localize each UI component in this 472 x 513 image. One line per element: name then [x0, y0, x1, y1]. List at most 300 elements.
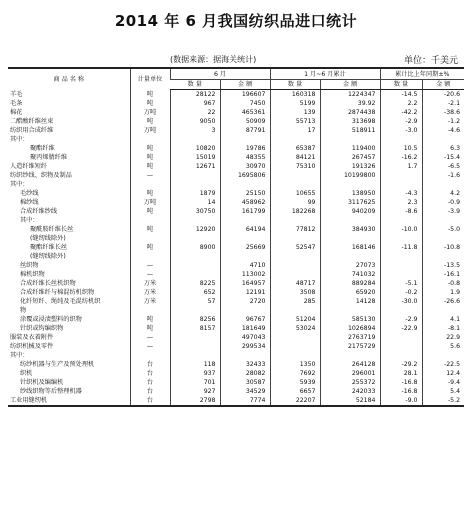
row-yoy-amt: -20.6	[422, 90, 464, 100]
row-name-text: 化纤短纤、绳纯及毛混纺机织	[20, 298, 101, 305]
row-month-amt: 48355	[220, 153, 270, 162]
row-unit: 吨	[130, 207, 170, 216]
row-name	[8, 324, 130, 333]
row-ytd-amt: 2763719	[320, 333, 380, 342]
row-unit: —	[130, 333, 170, 342]
row-month-qty: 57	[170, 297, 220, 315]
row-unit: —	[130, 261, 170, 270]
row-name	[8, 378, 130, 387]
row-ytd-amt: 518911	[320, 126, 380, 135]
row-yoy-qty: 10.5	[380, 144, 422, 153]
table-row	[8, 351, 464, 360]
table-row	[8, 360, 464, 369]
row-yoy-amt	[422, 351, 464, 360]
row-ytd-amt: 138950	[320, 189, 380, 198]
row-name-text: 聚酰胺纤维长丝	[30, 226, 74, 233]
row-month-qty	[170, 135, 220, 144]
row-name-text: 合成纤维长丝机织物	[20, 280, 76, 287]
row-yoy-amt: -22.5	[422, 360, 464, 369]
row-ytd-qty: 48717	[270, 279, 320, 288]
row-unit: 万米	[130, 288, 170, 297]
row-yoy-qty: -4.3	[380, 189, 422, 198]
row-name	[8, 351, 130, 360]
row-unit: 吨	[130, 117, 170, 126]
row-unit: 万吨	[130, 198, 170, 207]
row-month-qty: 22	[170, 108, 220, 117]
table-row	[8, 261, 464, 270]
row-name-text: 人造纤维短纤	[10, 163, 48, 170]
row-unit: 吨	[130, 162, 170, 171]
row-yoy-qty: -16.2	[380, 153, 422, 162]
row-unit: 吨	[130, 243, 170, 261]
row-month-qty: 2798	[170, 396, 220, 406]
row-month-qty: 9050	[170, 117, 220, 126]
row-yoy-amt: -0.9	[422, 198, 464, 207]
row-month-amt: 7450	[220, 99, 270, 108]
row-yoy-qty: -5.1	[380, 279, 422, 288]
import-stats-table	[8, 67, 464, 407]
row-yoy-amt	[422, 180, 464, 189]
row-ytd-amt: 27073	[320, 261, 380, 270]
row-name-text: 其中：	[10, 136, 29, 143]
row-unit	[130, 180, 170, 189]
row-name	[8, 135, 130, 144]
row-month-amt: 34529	[220, 387, 270, 396]
row-month-qty: 118	[170, 360, 220, 369]
row-unit: 台	[130, 378, 170, 387]
col-header-ytd-qty: 数 量	[270, 80, 320, 90]
row-ytd-amt: 940209	[320, 207, 380, 216]
row-name-continuation: 物	[20, 307, 27, 314]
row-month-qty: 927	[170, 387, 220, 396]
row-yoy-qty: -29.2	[380, 360, 422, 369]
row-month-qty: 15019	[170, 153, 220, 162]
row-yoy-qty: 1.7	[380, 162, 422, 171]
row-unit	[130, 135, 170, 144]
row-name	[8, 396, 130, 406]
row-ytd-qty: 65387	[270, 144, 320, 153]
row-yoy-amt: 5.4	[422, 387, 464, 396]
row-month-amt: 12191	[220, 288, 270, 297]
row-name-text: 其中：	[10, 181, 29, 188]
row-month-amt: 196607	[220, 90, 270, 100]
row-ytd-qty	[270, 135, 320, 144]
table-row	[8, 207, 464, 216]
row-unit: 万吨	[130, 126, 170, 135]
row-unit: 吨	[130, 315, 170, 324]
row-name-text: 棉花	[10, 109, 23, 116]
row-unit: 万吨	[130, 108, 170, 117]
row-ytd-amt: 242033	[320, 387, 380, 396]
row-month-amt: 2720	[220, 297, 270, 315]
row-ytd-amt	[320, 216, 380, 225]
row-yoy-qty: -9.0	[380, 396, 422, 406]
col-header-month: 6 月	[170, 68, 270, 80]
table-row	[8, 324, 464, 333]
row-month-qty	[170, 270, 220, 279]
row-yoy-qty: -11.8	[380, 243, 422, 261]
row-month-qty	[170, 261, 220, 270]
table-row	[8, 297, 464, 315]
row-yoy-amt	[422, 216, 464, 225]
page-title: 2014 年 6 月我国纺织品进口统计	[114, 12, 358, 30]
row-name	[8, 180, 130, 189]
table-row	[8, 387, 464, 396]
row-unit: 吨	[130, 90, 170, 100]
row-ytd-qty	[270, 351, 320, 360]
row-yoy-qty	[380, 135, 422, 144]
row-month-amt: 4710	[220, 261, 270, 270]
row-yoy-amt: 22.9	[422, 333, 464, 342]
row-ytd-amt: 65920	[320, 288, 380, 297]
row-month-amt: 299534	[220, 342, 270, 351]
row-month-amt	[220, 180, 270, 189]
row-ytd-qty: 7692	[270, 369, 320, 378]
row-name-text: 针织机及编编机	[20, 379, 64, 386]
row-ytd-amt: 1026894	[320, 324, 380, 333]
row-ytd-qty: 55713	[270, 117, 320, 126]
row-name-text: 棉机织物	[20, 271, 45, 278]
table-row	[8, 288, 464, 297]
row-unit: —	[130, 270, 170, 279]
row-ytd-qty: 52547	[270, 243, 320, 261]
row-name	[8, 369, 130, 378]
row-month-qty	[170, 333, 220, 342]
row-ytd-qty: 160318	[270, 90, 320, 100]
row-unit: 吨	[130, 153, 170, 162]
row-name	[8, 360, 130, 369]
row-name	[8, 90, 130, 100]
row-unit: 台	[130, 396, 170, 406]
row-month-amt: 32433	[220, 360, 270, 369]
row-unit: 万米	[130, 279, 170, 288]
row-name	[8, 99, 130, 108]
row-yoy-qty	[380, 270, 422, 279]
row-name-text: 服装及衣着附件	[10, 334, 54, 341]
row-month-qty: 652	[170, 288, 220, 297]
row-unit: 吨	[130, 144, 170, 153]
row-ytd-amt: 255372	[320, 378, 380, 387]
row-month-qty	[170, 216, 220, 225]
row-name-text: 羊毛	[10, 90, 23, 98]
row-ytd-qty: 285	[270, 297, 320, 315]
row-ytd-qty	[270, 261, 320, 270]
row-name	[8, 108, 130, 117]
row-name-text: 针织或钩编织物	[20, 325, 64, 332]
row-yoy-amt: -15.4	[422, 153, 464, 162]
row-ytd-amt: 191326	[320, 162, 380, 171]
row-ytd-qty: 182268	[270, 207, 320, 216]
row-ytd-qty: 139	[270, 108, 320, 117]
table-row	[8, 117, 464, 126]
row-name-text: 毛纱线	[20, 190, 39, 197]
row-ytd-qty: 75310	[270, 162, 320, 171]
row-yoy-amt: -4.6	[422, 126, 464, 135]
row-month-qty	[170, 342, 220, 351]
row-ytd-amt	[320, 351, 380, 360]
row-ytd-qty: 51204	[270, 315, 320, 324]
row-name-text: 合成纤维纤与棉混纺机织物	[20, 289, 95, 296]
col-header-name: 商 品 名 称	[8, 68, 130, 90]
row-yoy-qty	[380, 261, 422, 270]
row-month-qty	[170, 171, 220, 180]
row-yoy-amt: 12.4	[422, 369, 464, 378]
row-unit: 台	[130, 387, 170, 396]
row-month-qty: 30750	[170, 207, 220, 216]
row-name	[8, 270, 130, 279]
col-header-yoy-qty: 数 量	[380, 80, 422, 90]
row-unit: 吨	[130, 189, 170, 198]
row-name	[8, 153, 130, 162]
row-ytd-qty	[270, 270, 320, 279]
row-yoy-qty	[380, 351, 422, 360]
row-name	[8, 387, 130, 396]
row-ytd-amt: 10199800	[320, 171, 380, 180]
row-ytd-qty: 5939	[270, 378, 320, 387]
row-ytd-amt: 39.92	[320, 99, 380, 108]
row-ytd-amt	[320, 135, 380, 144]
row-yoy-amt: -5.2	[422, 396, 464, 406]
row-month-qty: 12920	[170, 225, 220, 243]
row-name	[8, 117, 130, 126]
row-yoy-amt: 4.2	[422, 189, 464, 198]
row-ytd-amt: 384930	[320, 225, 380, 243]
row-ytd-qty: 22207	[270, 396, 320, 406]
row-name	[8, 216, 130, 225]
row-yoy-amt	[422, 135, 464, 144]
row-month-amt: 465361	[220, 108, 270, 117]
row-name	[8, 279, 130, 288]
row-name-text: 其中：	[10, 352, 29, 359]
row-unit: 吨	[130, 99, 170, 108]
row-name-continuation: (缝纫线除外)	[30, 253, 66, 260]
row-yoy-amt: -5.0	[422, 225, 464, 243]
row-name	[8, 198, 130, 207]
row-month-qty: 3	[170, 126, 220, 135]
table-row	[8, 162, 464, 171]
row-yoy-qty: -22.9	[380, 324, 422, 333]
table-row	[8, 369, 464, 378]
row-month-qty: 28122	[170, 90, 220, 100]
row-name	[8, 225, 130, 243]
row-ytd-qty: 17	[270, 126, 320, 135]
row-name	[8, 333, 130, 342]
col-header-yoy: 累计比上年同期±%	[380, 68, 464, 80]
row-ytd-amt: 3117625	[320, 198, 380, 207]
row-month-amt: 497043	[220, 333, 270, 342]
row-yoy-amt: -26.6	[422, 297, 464, 315]
data-source-note: (数据来源：据海关统计)	[170, 55, 257, 64]
row-name-text: 毛条	[10, 100, 23, 107]
row-yoy-qty: -3.0	[380, 126, 422, 135]
row-yoy-qty: -8.6	[380, 207, 422, 216]
row-yoy-amt: -1.6	[422, 171, 464, 180]
row-ytd-qty: 6657	[270, 387, 320, 396]
row-ytd-qty: 1350	[270, 360, 320, 369]
row-name	[8, 297, 130, 315]
table-row	[8, 135, 464, 144]
row-yoy-qty: 2.2	[380, 99, 422, 108]
row-ytd-qty	[270, 342, 320, 351]
row-name-text: 纱线织物等后整理机器	[20, 388, 82, 395]
row-yoy-qty: 28.1	[380, 369, 422, 378]
row-ytd-qty	[270, 333, 320, 342]
table-row	[8, 378, 464, 387]
row-name	[8, 261, 130, 270]
row-yoy-qty: -2.9	[380, 315, 422, 324]
table-row	[8, 90, 464, 100]
col-header-yoy-amt: 金 额	[422, 80, 464, 90]
row-ytd-amt: 52184	[320, 396, 380, 406]
table-row	[8, 243, 464, 261]
row-ytd-amt: 168146	[320, 243, 380, 261]
row-name-text: 聚丙烯腈纤维	[30, 154, 68, 161]
row-name-text: 织机	[20, 370, 33, 377]
row-yoy-qty: -14.5	[380, 90, 422, 100]
row-month-qty: 701	[170, 378, 220, 387]
row-yoy-qty	[380, 333, 422, 342]
row-ytd-amt: 296001	[320, 369, 380, 378]
table-row	[8, 108, 464, 117]
row-yoy-qty	[380, 342, 422, 351]
row-month-amt: 1695806	[220, 171, 270, 180]
row-month-amt: 28082	[220, 369, 270, 378]
row-month-qty: 8225	[170, 279, 220, 288]
row-month-amt: 25150	[220, 189, 270, 198]
row-month-qty: 8157	[170, 324, 220, 333]
row-yoy-amt: -10.8	[422, 243, 464, 261]
row-name	[8, 342, 130, 351]
row-ytd-amt: 119400	[320, 144, 380, 153]
row-month-amt: 50909	[220, 117, 270, 126]
row-month-amt: 161799	[220, 207, 270, 216]
col-header-ytd: 1 月~6 月累计	[270, 68, 380, 80]
row-name-text: 其中：	[20, 217, 39, 224]
row-ytd-qty: 3508	[270, 288, 320, 297]
row-name-text: 工业用缝纫机	[10, 397, 48, 404]
row-month-qty: 12671	[170, 162, 220, 171]
row-yoy-amt: -38.6	[422, 108, 464, 117]
row-yoy-amt: -0.8	[422, 279, 464, 288]
row-ytd-qty	[270, 171, 320, 180]
row-yoy-amt: 4.1	[422, 315, 464, 324]
row-yoy-qty	[380, 216, 422, 225]
row-unit: —	[130, 171, 170, 180]
row-name	[8, 207, 130, 216]
table-row	[8, 180, 464, 189]
row-month-amt: 96767	[220, 315, 270, 324]
row-yoy-amt: 5.6	[422, 342, 464, 351]
row-month-qty: 937	[170, 369, 220, 378]
row-ytd-amt: 267457	[320, 153, 380, 162]
table-row	[8, 342, 464, 351]
header-row-primary	[8, 68, 464, 80]
row-unit: 台	[130, 369, 170, 378]
row-unit: 吨	[130, 225, 170, 243]
row-ytd-qty: 5199	[270, 99, 320, 108]
row-unit: 万米	[130, 297, 170, 315]
row-yoy-qty: -16.8	[380, 387, 422, 396]
row-yoy-qty: -0.2	[380, 288, 422, 297]
row-month-amt: 30587	[220, 378, 270, 387]
row-name	[8, 315, 130, 324]
row-unit: 台	[130, 360, 170, 369]
row-ytd-qty: 77812	[270, 225, 320, 243]
row-name	[8, 162, 130, 171]
row-yoy-amt: 6.3	[422, 144, 464, 153]
col-header-unit: 计量单位	[130, 68, 170, 90]
row-month-amt: 7774	[220, 396, 270, 406]
row-ytd-qty: 99	[270, 198, 320, 207]
unit-note: 单位：千美元	[403, 56, 458, 66]
row-unit: —	[130, 342, 170, 351]
row-name-text: 纺织用合成纤维	[10, 127, 54, 134]
row-yoy-amt: -3.9	[422, 207, 464, 216]
row-yoy-qty: -16.8	[380, 378, 422, 387]
row-month-amt: 87791	[220, 126, 270, 135]
row-ytd-amt: 585130	[320, 315, 380, 324]
row-yoy-qty: 2.3	[380, 198, 422, 207]
row-name-text: 丝织物	[20, 262, 39, 269]
row-name	[8, 171, 130, 180]
row-month-qty: 10820	[170, 144, 220, 153]
table-row	[8, 144, 464, 153]
col-header-month-amt: 金 额	[220, 80, 270, 90]
table-body	[8, 90, 464, 407]
table-row	[8, 216, 464, 225]
row-yoy-amt: -16.1	[422, 270, 464, 279]
row-month-amt: 181649	[220, 324, 270, 333]
row-yoy-amt: -13.5	[422, 261, 464, 270]
row-name	[8, 288, 130, 297]
row-month-qty: 8256	[170, 315, 220, 324]
row-month-qty: 967	[170, 99, 220, 108]
row-ytd-amt: 14128	[320, 297, 380, 315]
row-name	[8, 243, 130, 261]
row-month-qty: 8900	[170, 243, 220, 261]
row-month-amt: 64194	[220, 225, 270, 243]
col-header-month-qty: 数 量	[170, 80, 220, 90]
row-name-text: 合成纤维纱线	[20, 208, 58, 215]
row-ytd-amt: 313698	[320, 117, 380, 126]
table-row	[8, 279, 464, 288]
row-unit	[130, 216, 170, 225]
row-yoy-qty: -2.9	[380, 117, 422, 126]
row-name	[8, 126, 130, 135]
row-ytd-amt: 2874438	[320, 108, 380, 117]
row-ytd-amt: 1224347	[320, 90, 380, 100]
row-yoy-amt: -6.5	[422, 162, 464, 171]
row-ytd-amt: 741032	[320, 270, 380, 279]
table-row	[8, 189, 464, 198]
row-name-text: 聚酯纤维长丝	[30, 244, 68, 251]
row-name-text: 纺纱机器与生产及预处理机	[20, 361, 95, 368]
table-row	[8, 333, 464, 342]
table-row	[8, 396, 464, 406]
row-yoy-amt: -1.2	[422, 117, 464, 126]
row-name-text: 聚酯纤维	[30, 145, 55, 152]
table-row	[8, 270, 464, 279]
row-ytd-qty: 53024	[270, 324, 320, 333]
row-month-amt: 25669	[220, 243, 270, 261]
row-month-amt: 113002	[220, 270, 270, 279]
row-yoy-amt: -2.1	[422, 99, 464, 108]
row-yoy-amt: 1.9	[422, 288, 464, 297]
row-name-continuation: (缝纫线除外)	[30, 235, 66, 242]
table-row	[8, 171, 464, 180]
row-yoy-amt: -9.4	[422, 378, 464, 387]
table-row	[8, 198, 464, 207]
